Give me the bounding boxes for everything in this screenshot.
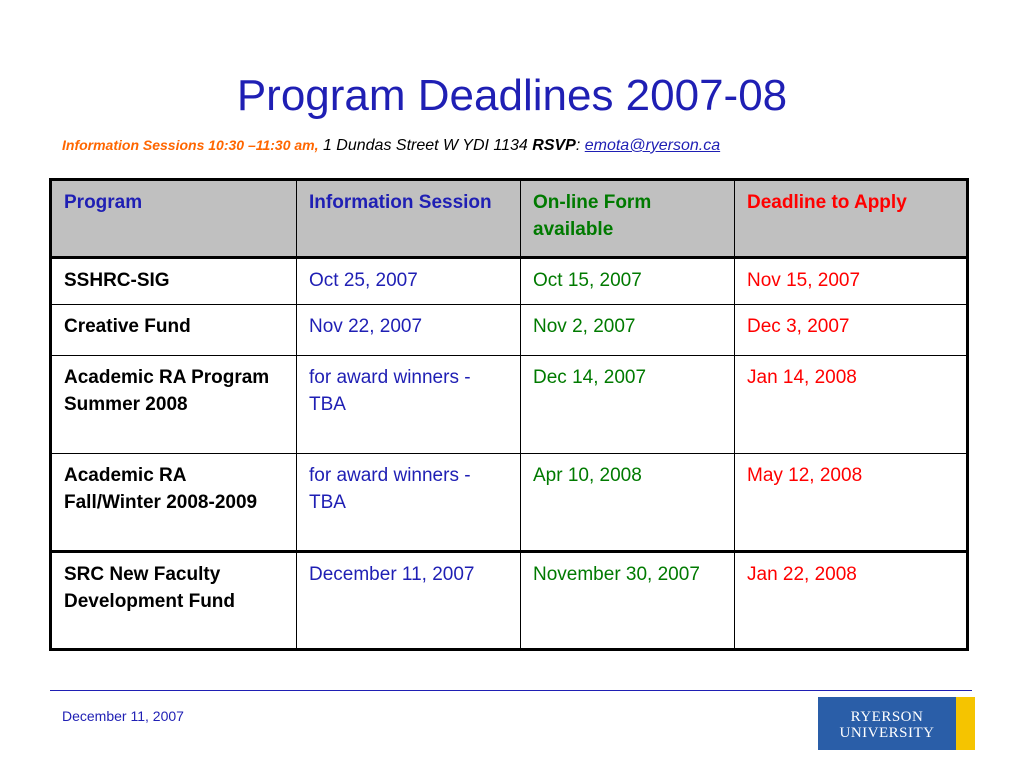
footer-date: December 11, 2007 xyxy=(62,708,184,724)
table-header-row xyxy=(51,180,968,258)
cell-information-session: Oct 25, 2007 xyxy=(297,258,521,305)
info-sessions-time: Information Sessions 10:30 –11:30 am, xyxy=(62,137,319,153)
rsvp-separator: : xyxy=(575,137,585,154)
cell-information-session: for award winners - TBA xyxy=(297,454,521,552)
cell-information-session: Nov 22, 2007 xyxy=(297,305,521,356)
header-online-form: On-line Form available xyxy=(521,180,735,258)
cell-deadline: Dec 3, 2007 xyxy=(735,305,968,356)
header-deadline: Deadline to Apply xyxy=(735,180,968,258)
cell-program: Academic RA Fall/Winter 2008-2009 xyxy=(51,454,297,552)
cell-program: SRC New Faculty Development Fund xyxy=(51,552,297,650)
rsvp-label: RSVP xyxy=(532,137,576,154)
table-row xyxy=(51,552,968,650)
slide-title: Program Deadlines 2007-08 xyxy=(236,71,788,120)
cell-deadline: Jan 14, 2008 xyxy=(735,356,968,454)
ryerson-university-logo xyxy=(818,697,975,750)
cell-program: Creative Fund xyxy=(51,305,297,356)
cell-deadline: May 12, 2008 xyxy=(735,454,968,552)
rsvp-email-link[interactable]: emota@ryerson.ca xyxy=(584,137,721,154)
logo-text-line2: UNIVERSITY xyxy=(839,725,935,741)
cell-online-form: Apr 10, 2008 xyxy=(521,454,735,552)
cell-online-form: Dec 14, 2007 xyxy=(521,356,735,454)
cell-deadline: Nov 15, 2007 xyxy=(735,258,968,305)
program-deadlines-table xyxy=(49,178,969,651)
cell-deadline: Jan 22, 2008 xyxy=(735,552,968,650)
info-sessions-location: 1 Dundas Street W YDI 1134 xyxy=(318,137,533,154)
table-row xyxy=(51,356,968,454)
logo-gold-bar xyxy=(956,697,975,750)
cell-program: Academic RA Program Summer 2008 xyxy=(51,356,297,454)
table-row xyxy=(51,258,968,305)
cell-online-form: Nov 2, 2007 xyxy=(521,305,735,356)
table-row xyxy=(51,305,968,356)
info-sessions-line xyxy=(62,134,982,157)
footer-divider xyxy=(50,690,972,691)
cell-information-session: December 11, 2007 xyxy=(297,552,521,650)
cell-program: SSHRC-SIG xyxy=(51,258,297,305)
cell-online-form: November 30, 2007 xyxy=(521,552,735,650)
cell-online-form: Oct 15, 2007 xyxy=(521,258,735,305)
cell-information-session: for award winners - TBA xyxy=(297,356,521,454)
table-row xyxy=(51,454,968,552)
header-information-session: Information Session xyxy=(297,180,521,258)
header-program: Program xyxy=(51,180,297,258)
logo-text-line1: RYERSON xyxy=(850,709,924,725)
